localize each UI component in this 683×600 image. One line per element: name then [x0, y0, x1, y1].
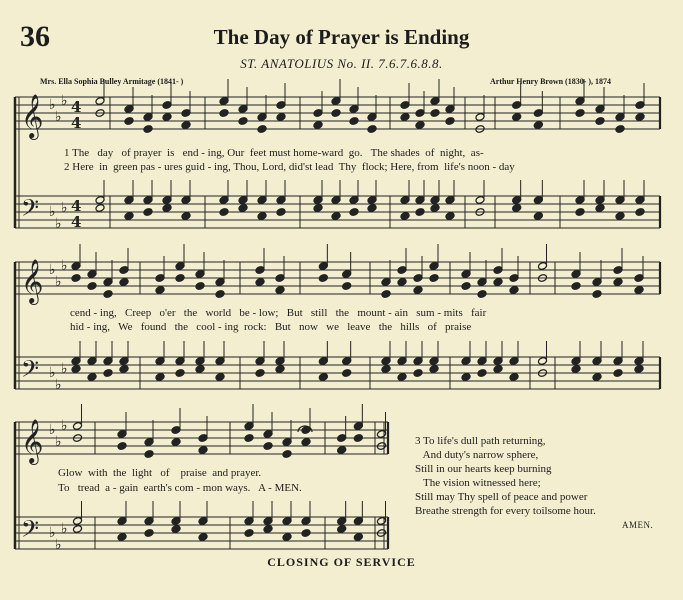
notehead	[445, 212, 455, 221]
notehead	[615, 212, 625, 221]
notehead	[415, 208, 425, 217]
notehead	[238, 204, 248, 213]
notehead	[275, 365, 285, 374]
words-credit: Mrs. Ella Sophia Bulley Armitage (1841- )	[40, 77, 184, 86]
notehead	[71, 274, 81, 283]
lyric-s2-verse1: cend - ing, Creep o'er the world be - low; But still the mount - ain sum - mits fair	[70, 307, 487, 319]
notehead	[592, 290, 602, 299]
notehead	[276, 113, 286, 122]
notehead	[400, 113, 410, 122]
bass-clef: 𝄢	[21, 355, 40, 388]
flat-sign: ♭	[49, 262, 56, 278]
notehead	[263, 442, 273, 451]
time-sig-numerator: 4	[71, 98, 82, 116]
time-sig-denominator: 4	[71, 114, 82, 132]
notehead	[353, 434, 363, 443]
flat-sign: ♭	[61, 418, 68, 434]
notehead	[103, 290, 113, 299]
notehead	[353, 533, 363, 542]
verse3-line: Still may Thy spell of peace and power	[415, 491, 588, 503]
notehead	[429, 365, 439, 374]
notehead	[144, 529, 154, 538]
notehead	[244, 529, 254, 538]
notehead	[430, 204, 440, 213]
tune-name: ST. ANATOLIUS No. II. 7.6.7.6.8.8.	[240, 56, 443, 71]
flat-sign: ♭	[61, 258, 68, 274]
notehead	[400, 212, 410, 221]
notehead	[198, 533, 208, 542]
notehead	[219, 208, 229, 217]
notehead	[155, 373, 165, 382]
notehead	[181, 212, 191, 221]
amen-label: AMEN.	[622, 520, 654, 530]
lyric-s1-verse2: 2 Here in green pas - ures guid - ing, Thou, Lord, did'st lead Thy flock; Here, from life's noon - day	[64, 161, 515, 173]
flat-sign: ♭	[61, 93, 68, 109]
notehead	[397, 373, 407, 382]
lyric-s3-verse1: Glow with the light of praise and prayer.	[58, 467, 262, 479]
notehead	[349, 208, 359, 217]
notehead	[493, 365, 503, 374]
notehead	[318, 373, 328, 382]
flat-sign: ♭	[55, 377, 62, 393]
treble-clef: 𝄞	[21, 259, 44, 303]
notehead	[275, 286, 285, 295]
bass-clef: 𝄢	[21, 515, 40, 548]
notehead	[103, 369, 113, 378]
flat-sign: ♭	[61, 361, 68, 377]
notehead	[195, 282, 205, 291]
notehead	[367, 204, 377, 213]
notehead	[95, 204, 105, 213]
notehead	[571, 282, 581, 291]
notehead	[634, 365, 644, 374]
notehead	[342, 369, 352, 378]
notehead	[331, 109, 341, 118]
notehead	[162, 204, 172, 213]
notehead	[571, 365, 581, 374]
notehead	[415, 121, 425, 130]
notehead	[397, 278, 407, 287]
notehead	[87, 373, 97, 382]
notehead	[367, 125, 377, 134]
flat-sign: ♭	[49, 204, 56, 220]
notehead	[512, 204, 522, 213]
verse3-line: Breathe strength for every toilsome hour.	[415, 505, 596, 517]
notehead	[337, 525, 347, 534]
notehead	[171, 438, 181, 447]
notehead	[257, 125, 267, 134]
time-sig-denominator: 4	[71, 213, 82, 231]
notehead	[313, 121, 323, 130]
notehead	[595, 117, 605, 126]
notehead	[533, 121, 543, 130]
flat-sign: ♭	[61, 200, 68, 216]
lyric-s2-verse2: hid - ing, We found the cool - ing rock: But now we leave the hills of praise	[70, 321, 472, 333]
flat-sign: ♭	[49, 525, 56, 541]
notehead	[337, 446, 347, 455]
notehead	[592, 373, 602, 382]
flat-sign: ♭	[55, 537, 62, 553]
notehead	[413, 286, 423, 295]
notehead	[381, 365, 391, 374]
flat-sign: ♭	[49, 365, 56, 381]
notehead	[318, 274, 328, 283]
notehead	[87, 282, 97, 291]
lyric-s1-verse1: 1 The day of prayer is end - ing, Our feet must home-ward go. The shades of night, as-	[64, 147, 484, 159]
notehead	[477, 290, 487, 299]
verse3-line: Still in our hearts keep burning	[415, 463, 552, 475]
page-number: 36	[20, 20, 50, 53]
flat-sign: ♭	[55, 274, 62, 290]
notehead	[613, 369, 623, 378]
notehead	[117, 533, 127, 542]
notehead	[143, 125, 153, 134]
notehead	[430, 109, 440, 118]
notehead	[263, 525, 273, 534]
notehead	[119, 278, 129, 287]
notehead	[512, 113, 522, 122]
hymn-title: The Day of Prayer is Ending	[213, 25, 470, 49]
bass-clef: 𝄢	[21, 194, 40, 227]
notehead	[175, 369, 185, 378]
notehead	[71, 365, 81, 374]
notehead	[124, 212, 134, 221]
notehead	[257, 212, 267, 221]
notehead	[635, 113, 645, 122]
notehead	[331, 212, 341, 221]
music-credit: Arthur Henry Brown (1830- ), 1874	[490, 77, 612, 86]
notehead	[634, 286, 644, 295]
notehead	[244, 434, 254, 443]
notehead	[313, 204, 323, 213]
notehead	[301, 438, 311, 447]
notehead	[445, 117, 455, 126]
time-sig-numerator: 4	[71, 197, 82, 215]
notehead	[461, 373, 471, 382]
notehead	[181, 121, 191, 130]
notehead	[349, 117, 359, 126]
treble-clef: 𝄞	[21, 94, 44, 138]
lyric-s3-verse2: To tread a - gain earth's com - mon ways. A - MEN.	[58, 482, 302, 494]
notehead	[117, 442, 127, 451]
fermata-dot	[304, 429, 306, 431]
verse3-line: And duty's narrow sphere,	[415, 449, 539, 461]
notehead	[215, 290, 225, 299]
notehead	[124, 117, 134, 126]
flat-sign: ♭	[55, 216, 62, 232]
verse3-line: The vision witnessed here;	[415, 477, 541, 489]
notehead	[219, 109, 229, 118]
notehead	[171, 525, 181, 534]
notehead	[155, 286, 165, 295]
notehead	[615, 125, 625, 134]
flat-sign: ♭	[49, 422, 56, 438]
closing-heading: CLOSING OF SERVICE	[267, 555, 416, 569]
notehead	[198, 446, 208, 455]
flat-sign: ♭	[49, 97, 56, 113]
notehead	[301, 529, 311, 538]
notehead	[119, 365, 129, 374]
notehead	[72, 525, 82, 534]
notehead	[477, 369, 487, 378]
notehead	[144, 450, 154, 459]
notehead	[381, 290, 391, 299]
notehead	[493, 278, 503, 287]
verse-3	[415, 434, 596, 518]
flat-sign: ♭	[61, 521, 68, 537]
notehead	[429, 274, 439, 283]
notehead	[413, 369, 423, 378]
notehead	[255, 278, 265, 287]
flat-sign: ♭	[55, 434, 62, 450]
notehead	[238, 117, 248, 126]
notehead	[282, 533, 292, 542]
flat-sign: ♭	[55, 109, 62, 125]
verse3-line: 3 To life's dull path returning,	[415, 435, 546, 447]
notehead	[575, 109, 585, 118]
notehead	[282, 450, 292, 459]
notehead	[143, 208, 153, 217]
notehead	[195, 365, 205, 374]
notehead	[461, 282, 471, 291]
notehead	[635, 208, 645, 217]
treble-clef: 𝄞	[21, 419, 44, 463]
notehead	[215, 373, 225, 382]
notehead	[509, 286, 519, 295]
notehead	[342, 282, 352, 291]
notehead	[509, 373, 519, 382]
notehead	[613, 278, 623, 287]
notehead	[162, 113, 172, 122]
notehead	[595, 204, 605, 213]
notehead	[255, 369, 265, 378]
notehead	[533, 212, 543, 221]
notehead	[276, 208, 286, 217]
notehead	[575, 208, 585, 217]
notehead	[175, 274, 185, 283]
